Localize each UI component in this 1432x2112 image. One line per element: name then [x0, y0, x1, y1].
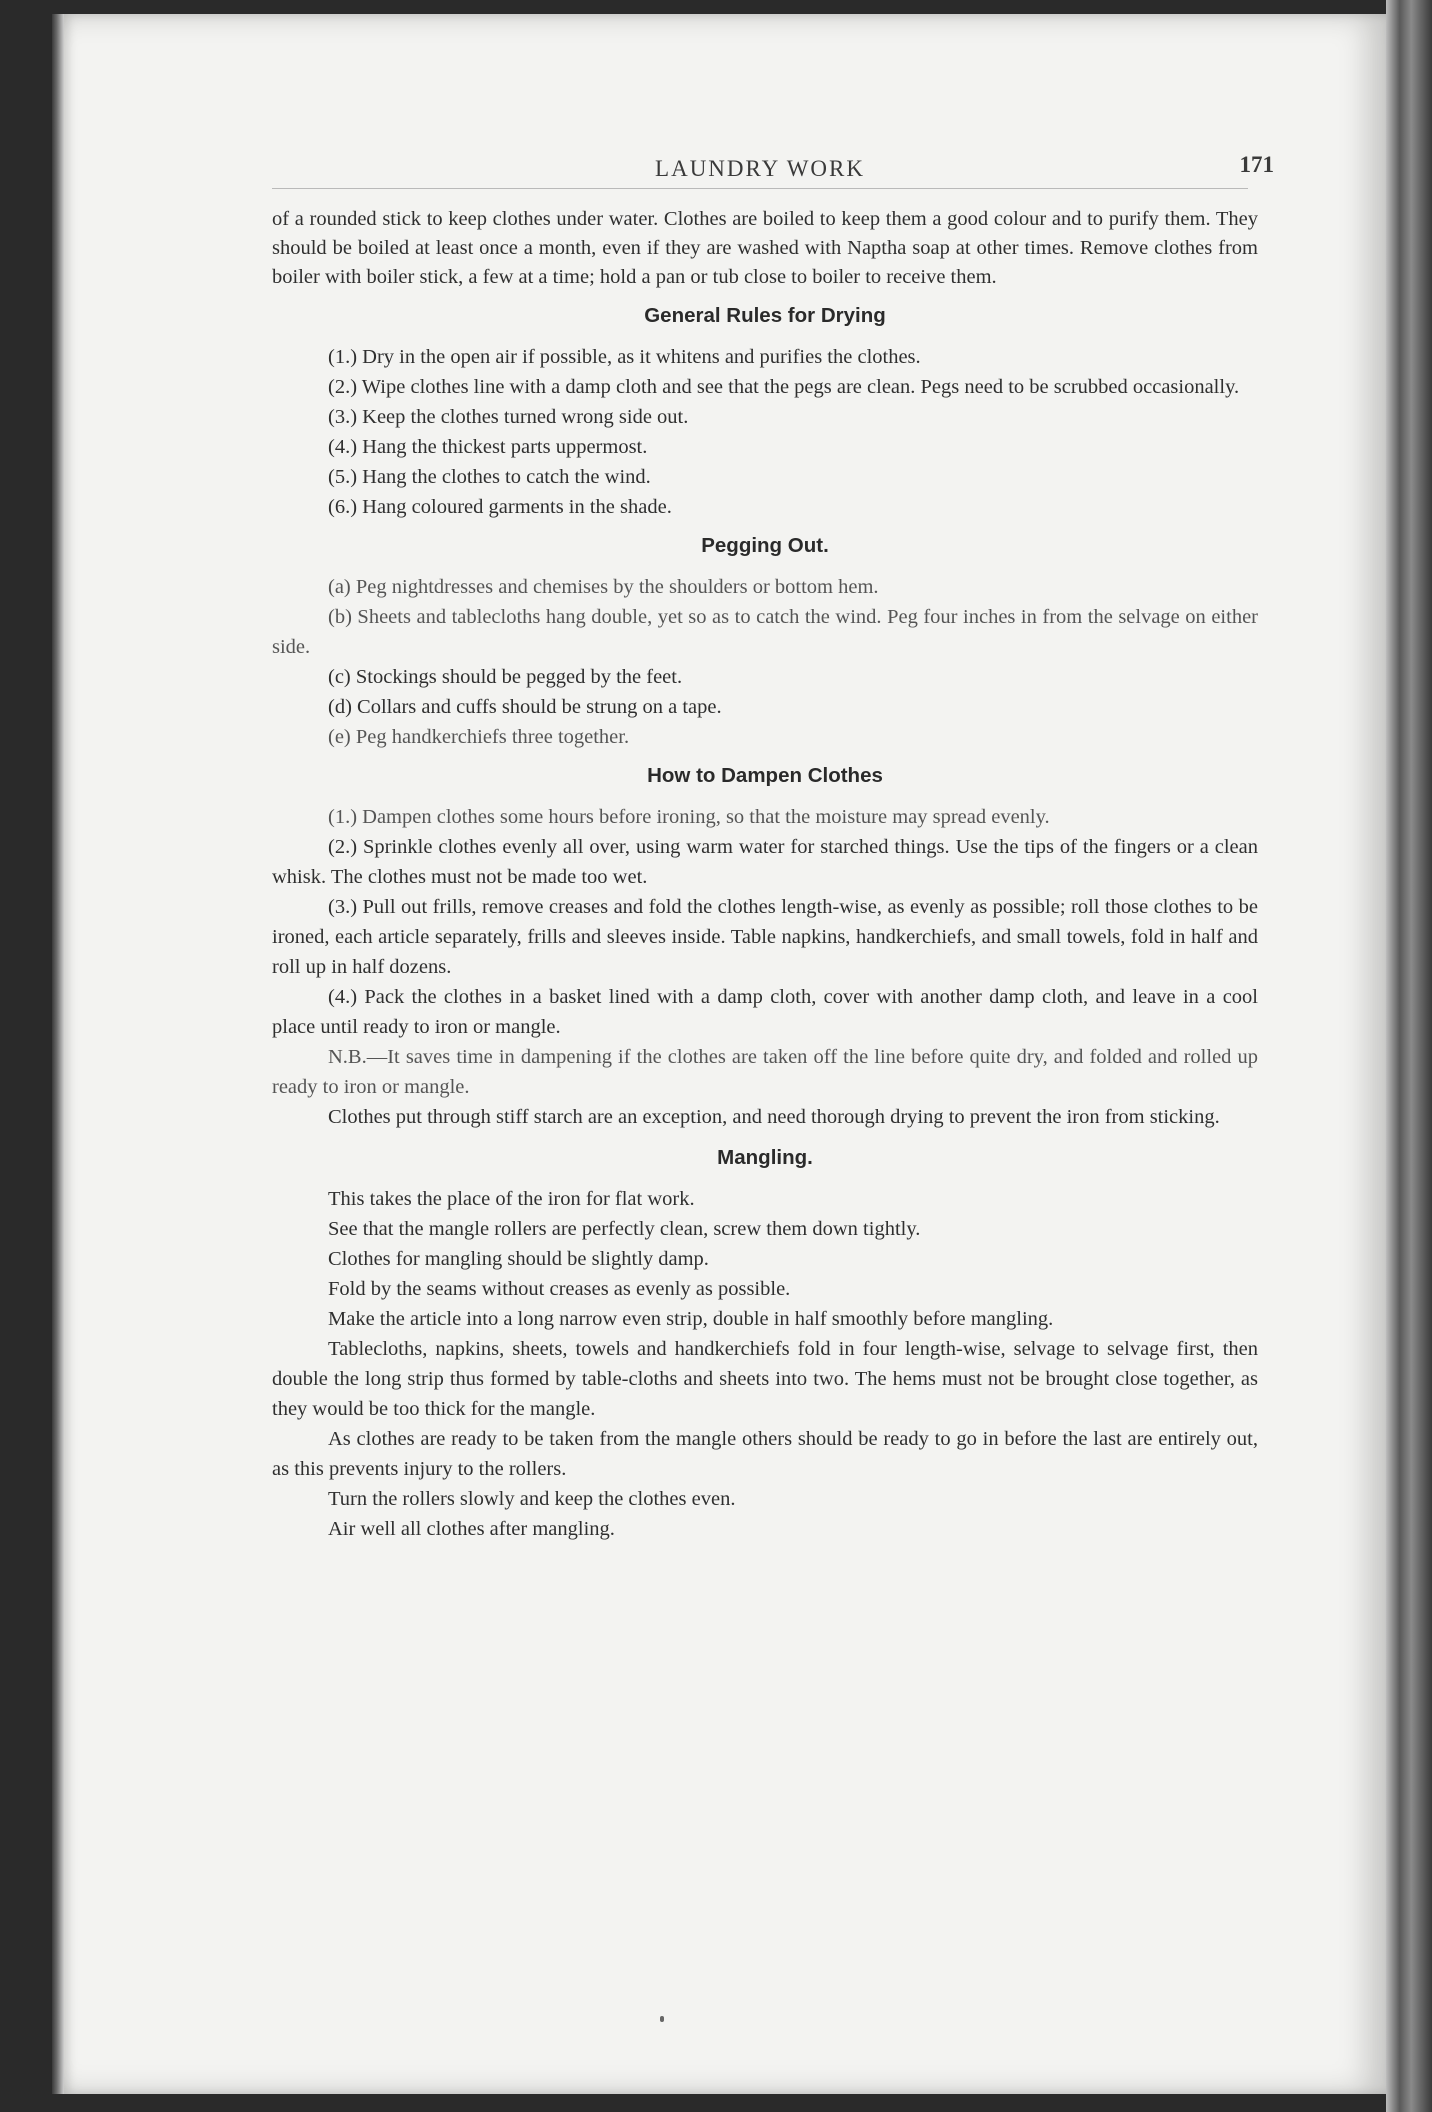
drying-item: (2.) Wipe clothes line with a damp cloth and see that the pegs are clean. Pegs need to be scrubbed occasionally.: [328, 376, 1240, 398]
intro-section: [272, 205, 1258, 292]
dampen-note: N.B.—It saves time in dampening if the clothes are taken off the line before quite dry, and folded and rolled up ready to iron or mangle.: [272, 1046, 1258, 1098]
body-text: [272, 205, 1258, 1544]
pegging-heading: Pegging Out.: [701, 534, 829, 557]
pegging-item: (d) Collars and cuffs should be strung on a tape.: [328, 696, 722, 718]
mangling-heading: Mangling.: [717, 1146, 813, 1169]
dampen-heading: How to Dampen Clothes: [647, 764, 883, 787]
mangling-item: Make the article into a long narrow even strip, double in half smoothly before mangling.: [328, 1308, 1054, 1330]
mangling-item: As clothes are ready to be taken from the mangle others should be ready to go in before the last are entirely out, as this prevents injury to the rollers.: [272, 1428, 1258, 1480]
running-head: [272, 150, 1274, 189]
drying-item: (5.) Hang the clothes to catch the wind.: [328, 466, 651, 488]
mangling-item: This takes the place of the iron for flat work.: [328, 1188, 695, 1210]
drying-item: (4.) Hang the thickest parts uppermost.: [328, 436, 648, 458]
mangling-item: See that the mangle rollers are perfectly clean, screw them down tightly.: [328, 1218, 921, 1240]
dampen-item: (3.) Pull out frills, remove creases and fold the clothes length-wise, as evenly as possible; roll those clothes to be ironed, each article separately, frills and sleeves inside. Table napkins, handkerchiefs, and small towels, fold in half and roll up in half dozens.: [272, 896, 1258, 978]
drying-item: (1.) Dry in the open air if possible, as it whitens and purifies the clothes.: [328, 346, 921, 368]
drying-item: (6.) Hang coloured garments in the shade.: [328, 496, 672, 518]
mangling-item: Tablecloths, napkins, sheets, towels and handkerchiefs fold in four length-wise, selvage to selvage first, then double the long strip thus formed by table-cloths and sheets into two. The hems must not be brought close together, as they would be too thick for the mangle.: [272, 1338, 1258, 1420]
book-spine-shadow: [52, 14, 64, 2094]
dampen-item: (4.) Pack the clothes in a basket lined with a damp cloth, cover with another damp cloth, and leave in a cool place until ready to iron or mangle.: [272, 986, 1258, 1038]
pegging-item: (a) Peg nightdresses and chemises by the shoulders or bottom hem.: [328, 576, 879, 598]
mangling-section: [272, 1146, 1258, 1544]
ink-speck: [660, 2016, 664, 2022]
pegging-item: (b) Sheets and tablecloths hang double, yet so as to catch the wind. Peg four inches in from the selvage on either side.: [272, 606, 1258, 658]
mangling-item: Air well all clothes after mangling.: [328, 1518, 615, 1540]
running-title: LAUNDRY WORK: [655, 156, 865, 181]
drying-section: [272, 304, 1258, 522]
dampen-item: (1.) Dampen clothes some hours before ironing, so that the moisture may spread evenly.: [328, 806, 1050, 828]
intro-paragraph: of a rounded stick to keep clothes under water. Clothes are boiled to keep them a good colour and to purify them. They should be boiled at least once a month, even if they are washed with Naptha soap at other times. Remove clothes from boiler with boiler stick, a few at a time; hold a pan or tub close to boiler to receive them.: [272, 208, 1258, 288]
page-content: [208, 150, 1274, 1544]
pegging-item: (c) Stockings should be pegged by the feet.: [328, 666, 683, 688]
dampen-item: (2.) Sprinkle clothes evenly all over, using warm water for starched things. Use the tips of the fingers or a clean whisk. The clothes must not be made too wet.: [272, 836, 1258, 888]
pegging-item: (e) Peg handkerchiefs three together.: [328, 726, 630, 748]
mangling-item: Fold by the seams without creases as evenly as possible.: [328, 1278, 791, 1300]
pegging-section: [272, 534, 1258, 752]
dampen-section: [272, 764, 1258, 1132]
drying-item: (3.) Keep the clothes turned wrong side out.: [328, 406, 689, 428]
mangling-item: Turn the rollers slowly and keep the clothes even.: [328, 1488, 736, 1510]
page-number: 171: [1239, 152, 1274, 177]
book-edge: [1386, 0, 1432, 2112]
mangling-item: Clothes for mangling should be slightly damp.: [328, 1248, 709, 1270]
drying-heading: General Rules for Drying: [644, 304, 886, 327]
dampen-item: Clothes put through stiff starch are an exception, and need thorough drying to prevent the iron from sticking.: [328, 1106, 1220, 1128]
